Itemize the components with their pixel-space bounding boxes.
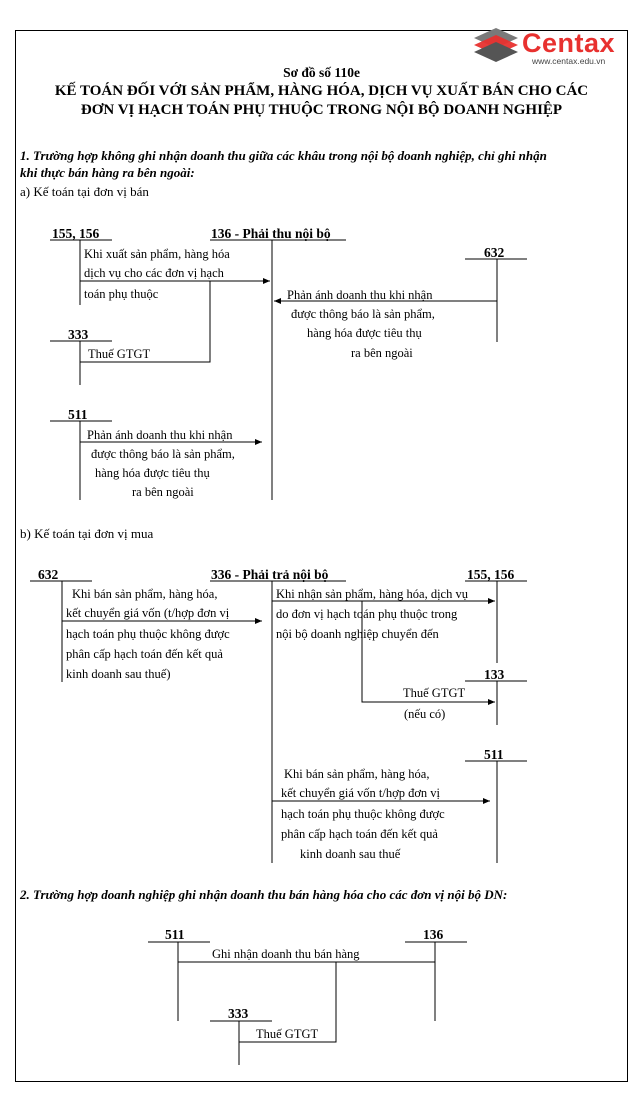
text-sell-2: kết chuyển giá vốn t/hợp đơn vị bbox=[281, 786, 441, 800]
text-vat-b: Thuế GTGT bbox=[403, 686, 466, 700]
text-sell-3: hạch toán phụ thuộc không được bbox=[281, 807, 445, 821]
account-632-b: 632 bbox=[38, 567, 59, 582]
page-title-line1: KẾ TOÁN ĐỐI VỚI SẢN PHẨM, HÀNG HÓA, DỊCH VỤ XUẤT BÁN CHO CÁC bbox=[54, 83, 589, 99]
text-left-3: hạch toán phụ thuộc không được bbox=[66, 627, 230, 641]
text-vat-note-b: (nếu có) bbox=[404, 707, 446, 721]
page-title-line2: ĐƠN VỊ HẠCH TOÁN PHỤ THUỘC TRONG NỘI BỘ DOANH NGHIỆP bbox=[80, 102, 563, 118]
account-133-b: 133 bbox=[484, 667, 505, 682]
account-136-s2: 136 bbox=[423, 927, 444, 942]
text-xuat-3: toán phụ thuộc bbox=[84, 287, 159, 301]
text-left-2: kết chuyển giá vốn (t/hợp đơn vị bbox=[66, 606, 230, 620]
account-511-b: 511 bbox=[484, 747, 504, 762]
text-sell-5: kinh doanh sau thuế bbox=[300, 847, 401, 861]
text-vat-s2: Thuế GTGT bbox=[256, 1027, 319, 1041]
part-b-label: b) Kế toán tại đơn vị mua bbox=[20, 526, 154, 541]
t-account-511-b bbox=[465, 761, 527, 863]
account-155-156-a: 155, 156 bbox=[52, 226, 100, 241]
account-632-a: 632 bbox=[484, 245, 505, 260]
t-account-133-b bbox=[465, 681, 527, 725]
text-sell-1: Khi bán sản phẩm, hàng hóa, bbox=[284, 767, 430, 781]
account-511-a: 511 bbox=[68, 407, 88, 422]
account-333-s2: 333 bbox=[228, 1006, 249, 1021]
text-cost-4: ra bên ngoài bbox=[351, 346, 413, 360]
text-cost-3: hàng hóa được tiêu thụ bbox=[307, 326, 422, 340]
section2-heading: 2. Trường hợp doanh nghiệp ghi nhận doanh thu bán hàng hóa cho các đơn vị nội bộ DN: bbox=[20, 887, 508, 902]
text-sell-4: phân cấp hạch toán đến kết quả bbox=[281, 827, 438, 841]
t-account-511-s2 bbox=[148, 942, 210, 1021]
t-account-136-s2 bbox=[405, 942, 467, 1021]
text-recv-2: do đơn vị hạch toán phụ thuộc trong bbox=[276, 607, 458, 621]
account-336-b: 336 - Phải trả nội bộ bbox=[211, 567, 329, 582]
text-vat-a: Thuế GTGT bbox=[88, 347, 151, 361]
text-rev-3: hàng hóa được tiêu thụ bbox=[95, 466, 210, 480]
section1-heading-line1: 1. Trường hợp không ghi nhận doanh thu giữa các khâu trong nội bộ doanh nghiệp, chỉ ghi nhận bbox=[20, 148, 547, 163]
logo-name: Centax bbox=[522, 28, 616, 58]
text-recv-1: Khi nhận sản phẩm, hàng hóa, dịch vụ bbox=[276, 587, 468, 601]
text-revenue-s2: Ghi nhận doanh thu bán hàng bbox=[212, 947, 360, 961]
section1-heading-line2: khi thực bán hàng ra bên ngoài: bbox=[20, 165, 195, 180]
account-333-a: 333 bbox=[68, 327, 89, 342]
part-a-label: a) Kế toán tại đơn vị bán bbox=[20, 184, 149, 199]
text-xuat-2: dịch vụ cho các đơn vị hạch bbox=[84, 266, 224, 280]
account-511-s2: 511 bbox=[165, 927, 185, 942]
text-rev-4: ra bên ngoài bbox=[132, 485, 194, 499]
text-left-4: phân cấp hạch toán đến kết quả bbox=[66, 647, 223, 661]
logo-website: www.centax.edu.vn bbox=[532, 56, 606, 66]
text-rev-1: Phản ánh doanh thu khi nhận bbox=[87, 428, 233, 442]
t-account-155-156-b bbox=[465, 581, 527, 663]
text-cost-2: được thông báo là sản phẩm, bbox=[291, 307, 435, 321]
text-xuat-1: Khi xuất sản phẩm, hàng hóa bbox=[84, 247, 230, 261]
account-155-156-b: 155, 156 bbox=[467, 567, 515, 582]
text-recv-3: nội bộ doanh nghiệp chuyển đến bbox=[276, 627, 439, 641]
text-cost-1: Phản ánh doanh thu khi nhận bbox=[287, 288, 433, 302]
text-rev-2: được thông báo là sản phẩm, bbox=[91, 447, 235, 461]
text-left-1: Khi bán sản phẩm, hàng hóa, bbox=[72, 587, 218, 601]
text-left-5: kinh doanh sau thuế) bbox=[66, 667, 171, 681]
account-136-a: 136 - Phải thu nội bộ bbox=[211, 226, 331, 241]
diagram-number: Sơ đồ số 110e bbox=[283, 65, 360, 80]
